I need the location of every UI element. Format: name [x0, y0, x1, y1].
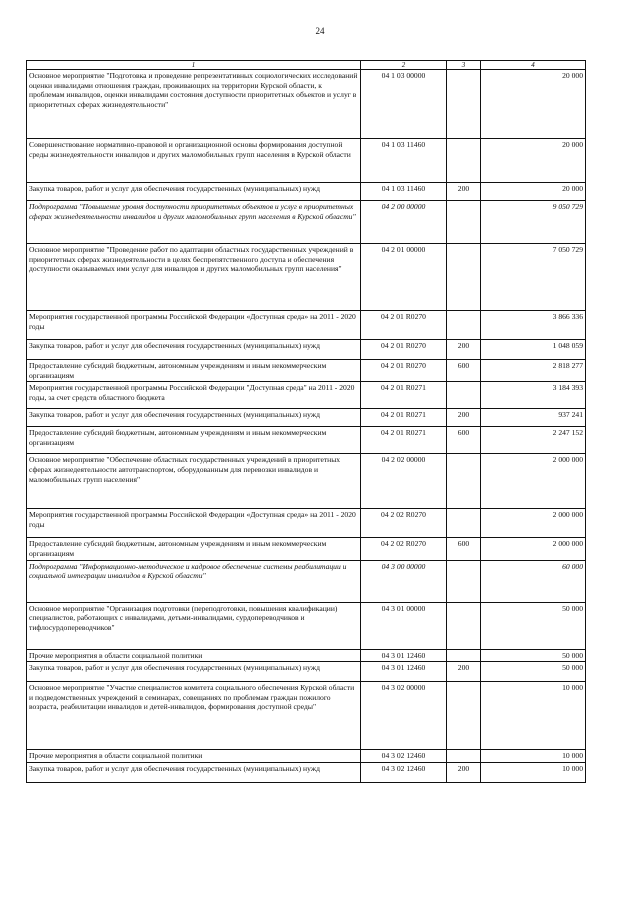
- row-code: 04 2 00 00000: [361, 201, 447, 244]
- column-header: 1: [27, 61, 361, 70]
- row-amount: 3 184 393: [481, 382, 586, 409]
- row-name: Основное мероприятие "Участие специалистов комитета социального обеспечения Курской области и подведомственных учреждений в семинарах, совещаниях по проблемам граждан пожилого возраста, реабилитации инвалидов и детей-инвалидов, формирования доступной среды": [27, 682, 361, 750]
- table-row: [27, 762, 586, 782]
- row-expense-type: 200: [447, 409, 481, 427]
- row-amount: 2 818 277: [481, 360, 586, 382]
- row-amount: 7 050 729: [481, 244, 586, 311]
- row-name: Закупка товаров, работ и услуг для обеспечения государственных (муниципальных) нужд: [27, 183, 361, 201]
- page-number: 24: [315, 26, 325, 36]
- row-name: Мероприятия государственной программы Российской Федерации «Доступная среда» на 2011 - 2020 годы: [27, 311, 361, 340]
- row-name: Мероприятия государственной программы Российской Федерации "Доступная среда" на 2011 - 2020 годы, за счет средств областного бюджета: [27, 382, 361, 409]
- row-name: Основное мероприятие "Проведение работ по адаптации областных государственных учреждений в приоритетных сферах жизнедеятельности в целях беспрепятственного доступа и обеспечения доступности оказываемых ими услуг для инвалидов и других маломобильных групп населения": [27, 244, 361, 311]
- table-row: [27, 649, 586, 662]
- row-expense-type: 200: [447, 183, 481, 201]
- row-code: 04 3 01 12460: [361, 649, 447, 662]
- column-header: 4: [481, 61, 586, 70]
- row-amount: 2 000 000: [481, 538, 586, 560]
- row-amount: 20 000: [481, 183, 586, 201]
- row-name: Прочие мероприятия в области социальной политики: [27, 649, 361, 662]
- row-code: 04 2 02 R0270: [361, 509, 447, 538]
- row-amount: 50 000: [481, 649, 586, 662]
- table-row: [27, 311, 586, 340]
- row-code: 04 2 01 R0271: [361, 409, 447, 427]
- row-expense-type: 200: [447, 662, 481, 682]
- row-expense-type: 200: [447, 340, 481, 360]
- column-header: 3: [447, 61, 481, 70]
- table-row: [27, 382, 586, 409]
- table-row: [27, 682, 586, 750]
- row-expense-type: [447, 70, 481, 139]
- row-amount: 10 000: [481, 762, 586, 782]
- table-row: [27, 560, 586, 602]
- row-code: 04 1 03 00000: [361, 70, 447, 139]
- row-name: Основное мероприятие "Организация подготовки (переподготовки, повышения квалификации) специалистов, работающих с инвалидами, детьми-инвалидами, сурдопереводчиков и тифлосурдопереводчиков": [27, 602, 361, 649]
- row-name: Подпрограмма "Повышение уровня доступности приоритетных объектов и услуг в приоритетных сферах жизнедеятельности инвалидов и других маломобильных групп населения в Курской области": [27, 201, 361, 244]
- row-name: Предоставление субсидий бюджетным, автономным учреждениям и иным некоммерческим организациям: [27, 538, 361, 560]
- row-code: 04 3 02 00000: [361, 682, 447, 750]
- row-amount: 20 000: [481, 70, 586, 139]
- row-code: 04 2 02 00000: [361, 454, 447, 509]
- row-expense-type: [447, 509, 481, 538]
- row-code: 04 2 02 R0270: [361, 538, 447, 560]
- table-row: [27, 139, 586, 183]
- row-code: 04 3 00 00000: [361, 560, 447, 602]
- row-expense-type: [447, 244, 481, 311]
- table-row: [27, 602, 586, 649]
- row-amount: 2 000 000: [481, 454, 586, 509]
- table-row: [27, 360, 586, 382]
- row-code: 04 2 01 R0270: [361, 340, 447, 360]
- row-amount: 9 050 729: [481, 201, 586, 244]
- row-code: 04 2 01 00000: [361, 244, 447, 311]
- row-amount: 2 247 152: [481, 427, 586, 454]
- row-code: 04 1 03 11460: [361, 139, 447, 183]
- row-code: 04 2 01 R0270: [361, 311, 447, 340]
- table-row: [27, 662, 586, 682]
- table-row: [27, 340, 586, 360]
- row-expense-type: [447, 602, 481, 649]
- table-row: [27, 454, 586, 509]
- table-row: [27, 70, 586, 139]
- row-name: Мероприятия государственной программы Российской Федерации «Доступная среда» на 2011 - 2020 годы: [27, 509, 361, 538]
- table-row: [27, 409, 586, 427]
- row-amount: 2 000 000: [481, 509, 586, 538]
- table-body: [27, 70, 586, 783]
- row-expense-type: 200: [447, 762, 481, 782]
- row-code: 04 2 01 R0271: [361, 427, 447, 454]
- row-expense-type: 600: [447, 360, 481, 382]
- row-expense-type: [447, 560, 481, 602]
- budget-table: [26, 60, 586, 783]
- row-amount: 20 000: [481, 139, 586, 183]
- row-name: Закупка товаров, работ и услуг для обеспечения государственных (муниципальных) нужд: [27, 762, 361, 782]
- row-expense-type: [447, 382, 481, 409]
- row-expense-type: 600: [447, 427, 481, 454]
- row-name: Подпрограмма "Информационно-методическое и кадровое обеспечение системы реабилитации и социальной интеграции инвалидов в Курской области": [27, 560, 361, 602]
- table-row: [27, 509, 586, 538]
- row-name: Закупка товаров, работ и услуг для обеспечения государственных (муниципальных) нужд: [27, 662, 361, 682]
- column-header: 2: [361, 61, 447, 70]
- row-expense-type: [447, 649, 481, 662]
- row-amount: 10 000: [481, 750, 586, 763]
- row-expense-type: [447, 750, 481, 763]
- row-name: Предоставление субсидий бюджетным, автономным учреждениям и иным некоммерческим организациям: [27, 360, 361, 382]
- row-expense-type: [447, 139, 481, 183]
- row-code: 04 2 01 R0270: [361, 360, 447, 382]
- row-code: 04 3 02 12460: [361, 750, 447, 763]
- row-name: Закупка товаров, работ и услуг для обеспечения государственных (муниципальных) нужд: [27, 409, 361, 427]
- table-row: [27, 427, 586, 454]
- row-name: Прочие мероприятия в области социальной политики: [27, 750, 361, 763]
- row-amount: 937 241: [481, 409, 586, 427]
- row-expense-type: 600: [447, 538, 481, 560]
- row-name: Закупка товаров, работ и услуг для обеспечения государственных (муниципальных) нужд: [27, 340, 361, 360]
- row-amount: 50 000: [481, 602, 586, 649]
- row-amount: 1 048 059: [481, 340, 586, 360]
- row-expense-type: [447, 311, 481, 340]
- row-name: Основное мероприятие "Обеспечение областных государственных учреждений в приоритетных сферах жизнедеятельности автотранспортом, оборудованным для перевозки инвалидов и маломобильных групп населения": [27, 454, 361, 509]
- row-expense-type: [447, 201, 481, 244]
- row-code: 04 2 01 R0271: [361, 382, 447, 409]
- row-amount: 50 000: [481, 662, 586, 682]
- table-header-row: [27, 61, 586, 70]
- row-expense-type: [447, 682, 481, 750]
- table-row: [27, 183, 586, 201]
- row-name: Основное мероприятие "Подготовка и проведение репрезентативных социологических исследований оценки инвалидами отношения граждан, проживающих на территории Курской области, к проблемам инвалидов, оценки инвалидами состояния доступности приоритетных объектов и услуг в приоритетных сферах жизнедеятельности": [27, 70, 361, 139]
- table-row: [27, 201, 586, 244]
- row-code: 04 1 03 11460: [361, 183, 447, 201]
- table-row: [27, 244, 586, 311]
- table-row: [27, 538, 586, 560]
- row-code: 04 3 02 12460: [361, 762, 447, 782]
- row-code: 04 3 01 00000: [361, 602, 447, 649]
- row-code: 04 3 01 12460: [361, 662, 447, 682]
- row-name: Предоставление субсидий бюджетным, автономным учреждениям и иным некоммерческим организациям: [27, 427, 361, 454]
- row-amount: 3 866 336: [481, 311, 586, 340]
- table-row: [27, 750, 586, 763]
- row-amount: 60 000: [481, 560, 586, 602]
- row-amount: 10 000: [481, 682, 586, 750]
- row-expense-type: [447, 454, 481, 509]
- row-name: Совершенствование нормативно-правовой и организационной основы формирования доступной среды жизнедеятельности инвалидов и других маломобильных групп населения в Курской области: [27, 139, 361, 183]
